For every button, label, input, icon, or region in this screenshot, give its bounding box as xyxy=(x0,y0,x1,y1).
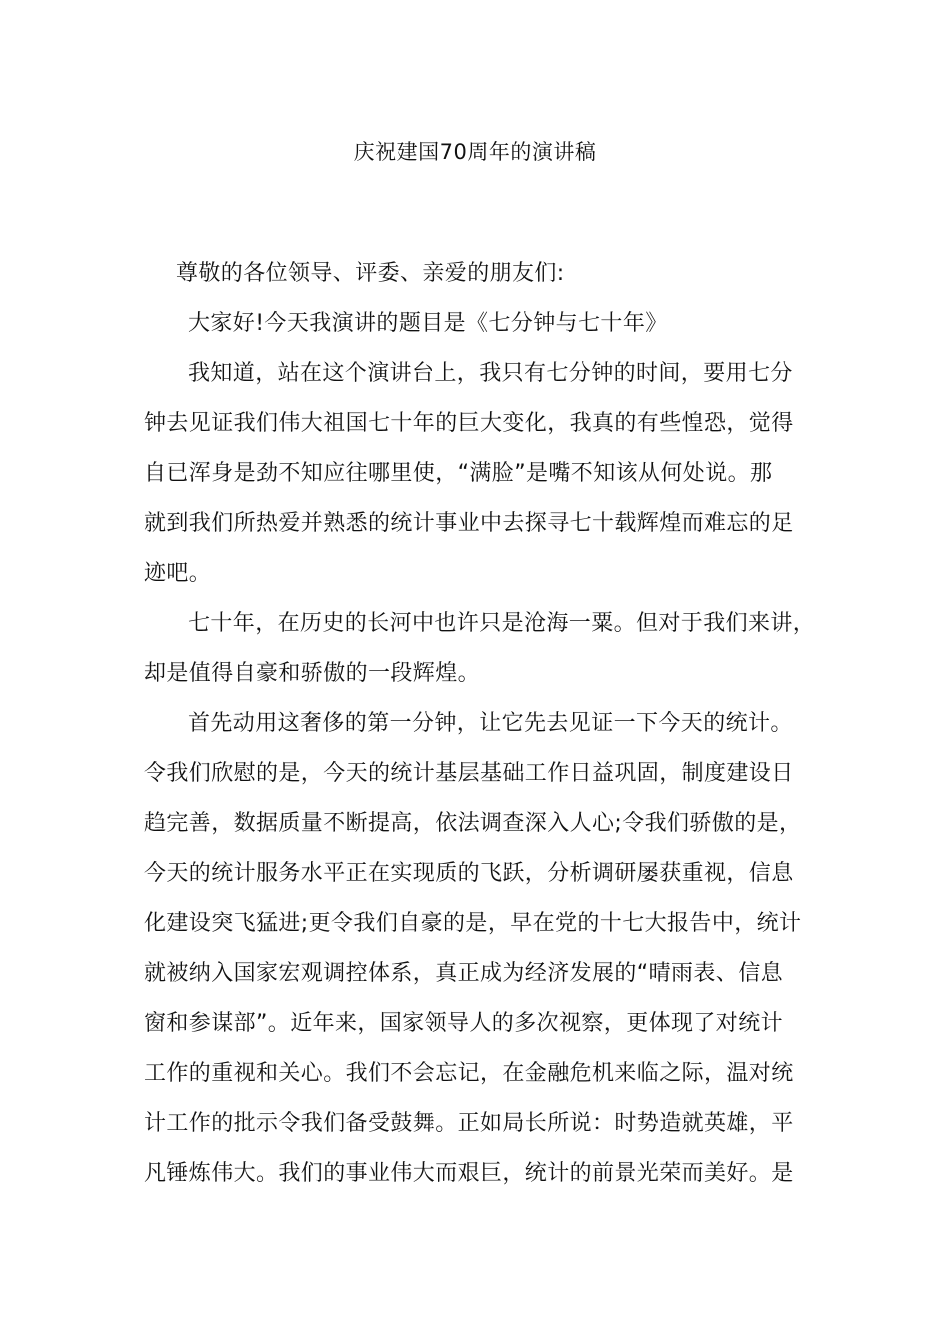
paragraph-line: 却是值得自豪和骄傲的一段辉煌。 xyxy=(144,661,481,686)
paragraph-line: 我知道，站在这个演讲台上，我只有七分钟的时间，要用七分 xyxy=(188,361,793,386)
paragraph-line: 今天的统计服务水平正在实现质的飞跃，分析调研屡获重视，信息 xyxy=(144,861,794,886)
paragraph-line: 化建设突飞猛进;更令我们自豪的是，早在党的十七大报告中，统计 xyxy=(144,911,802,936)
paragraph-line: 计工作的批示令我们备受鼓舞。正如局长所说：时势造就英雄，平 xyxy=(144,1111,794,1136)
paragraph-line: 凡锤炼伟大。我们的事业伟大而艰巨，统计的前景光荣而美好。是 xyxy=(144,1161,794,1186)
document-title: 庆祝建国70周年的演讲稿 xyxy=(353,140,597,164)
paragraph-line: 首先动用这奢侈的第一分钟，让它先去见证一下今天的统计。 xyxy=(188,711,793,736)
paragraph-line: 工作的重视和关心。我们不会忘记，在金融危机来临之际，温对统 xyxy=(144,1061,794,1086)
paragraph-line: 就被纳入国家宏观调控体系，真正成为经济发展的“晴雨表、信息 xyxy=(144,961,783,986)
paragraph-line: 迹吧。 xyxy=(144,561,212,586)
paragraph-line: 就到我们所热爱并熟悉的统计事业中去探寻七十载辉煌而难忘的足 xyxy=(144,511,794,536)
greeting-line: 大家好!今天我演讲的题目是《七分钟与七十年》 xyxy=(188,311,668,336)
paragraph-line: 趋完善，数据质量不断提高，依法调查深入人心;令我们骄傲的是， xyxy=(144,811,802,836)
paragraph-line: 钟去见证我们伟大祖国七十年的巨大变化，我真的有些惶恐，觉得 xyxy=(144,411,794,436)
paragraph-line: 令我们欣慰的是，今天的统计基层基础工作日益巩固，制度建设日 xyxy=(144,761,794,786)
paragraph-line: 七十年，在历史的长河中也许只是沧海一粟。但对于我们来讲， xyxy=(188,611,816,636)
salutation-line: 尊敬的各位领导、评委、亲爱的朋友们: xyxy=(176,261,565,286)
paragraph-line: 自已浑身是劲不知应往哪里使，“满脸”是嘴不知该从何处说。那 xyxy=(144,461,773,486)
paragraph-line: 窗和参谋部”。近年来，国家领导人的多次视察，更体现了对统计 xyxy=(144,1011,783,1036)
